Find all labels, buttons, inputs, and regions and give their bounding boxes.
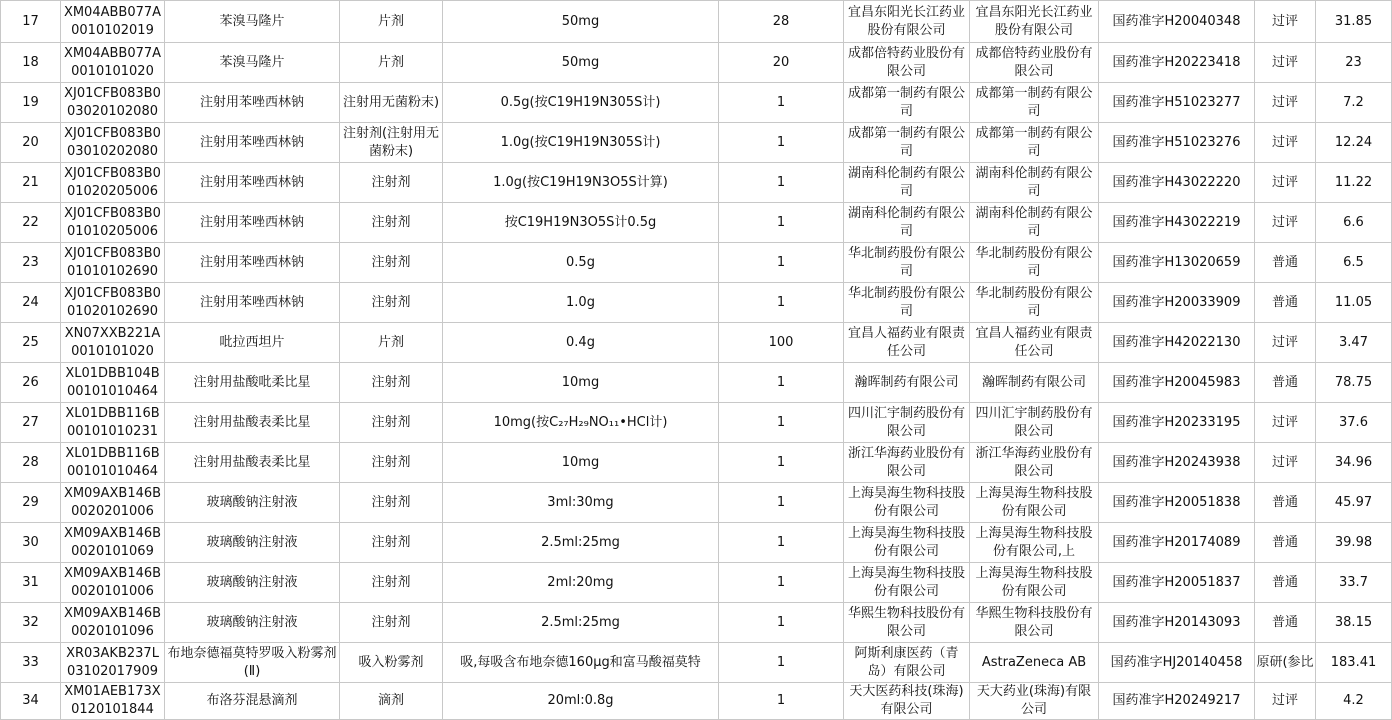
cell-manufacturer: 宜昌人福药业有限责任公司: [970, 323, 1099, 363]
table-row: [1, 243, 1392, 283]
cell-drug-code: XJ01CFB083B001010205006: [61, 203, 165, 243]
table-row: [1, 403, 1392, 443]
cell-dosage-form: 注射剂: [340, 283, 443, 323]
cell-drug-code: XJ01CFB083B003010202080: [61, 123, 165, 163]
cell-specification: 按C19H19N3O5S计0.5g: [443, 203, 719, 243]
cell-manufacturer: 瀚晖制药有限公司: [970, 363, 1099, 403]
cell-manufacturer: 天大药业(珠海)有限公司: [970, 683, 1099, 720]
cell-price: 33.7: [1316, 563, 1392, 603]
cell-dosage-form: 注射用无菌粉末): [340, 83, 443, 123]
table-row: [1, 83, 1392, 123]
cell-drug-code: XL01DBB116B00101010464: [61, 443, 165, 483]
cell-specification: 0.4g: [443, 323, 719, 363]
cell-drug-name: 布洛芬混悬滴剂: [165, 683, 340, 720]
table-row: [1, 643, 1392, 683]
cell-price: 6.6: [1316, 203, 1392, 243]
cell-row-number: 24: [1, 283, 61, 323]
cell-approval-number: 国药准字H20033909: [1099, 283, 1255, 323]
cell-specification: 吸,每吸含布地奈德160μg和富马酸福莫特: [443, 643, 719, 683]
cell-package-quantity: 1: [719, 283, 844, 323]
cell-drug-name: 玻璃酸钠注射液: [165, 483, 340, 523]
cell-approval-number: 国药准字H20223418: [1099, 43, 1255, 83]
cell-manufacturer: 上海昊海生物科技股份有限公司: [970, 563, 1099, 603]
cell-manufacturer: 浙江华海药业股份有限公司: [970, 443, 1099, 483]
cell-dosage-form: 片剂: [340, 43, 443, 83]
table-row: [1, 283, 1392, 323]
cell-dosage-form: 滴剂: [340, 683, 443, 720]
cell-manufacturer: 华熙生物科技股份有限公司: [970, 603, 1099, 643]
cell-row-number: 23: [1, 243, 61, 283]
cell-drug-name: 注射用盐酸吡柔比星: [165, 363, 340, 403]
cell-drug-name: 玻璃酸钠注射液: [165, 523, 340, 563]
cell-drug-name: 注射用苯唑西林钠: [165, 283, 340, 323]
cell-drug-name: 苯溴马隆片: [165, 43, 340, 83]
cell-approval-number: 国药准字H20249217: [1099, 683, 1255, 720]
cell-approval-number: 国药准字H43022219: [1099, 203, 1255, 243]
cell-price: 34.96: [1316, 443, 1392, 483]
cell-row-number: 32: [1, 603, 61, 643]
cell-drug-code: XR03AKB237L03102017909: [61, 643, 165, 683]
cell-drug-code: XM09AXB146B0020201006: [61, 483, 165, 523]
cell-approval-number: 国药准字H20040348: [1099, 1, 1255, 43]
cell-manufacturer: 成都第一制药有限公司: [970, 83, 1099, 123]
cell-drug-code: XJ01CFB083B001020205006: [61, 163, 165, 203]
cell-drug-name: 布地奈德福莫特罗吸入粉雾剂(Ⅱ): [165, 643, 340, 683]
cell-drug-code: XJ01CFB083B001020102690: [61, 283, 165, 323]
cell-quality-level: 普通: [1255, 523, 1316, 563]
cell-row-number: 18: [1, 43, 61, 83]
cell-dosage-form: 注射剂: [340, 163, 443, 203]
cell-price: 12.24: [1316, 123, 1392, 163]
cell-dosage-form: 注射剂: [340, 403, 443, 443]
cell-approval-number: 国药准字H20243938: [1099, 443, 1255, 483]
cell-quality-level: 普通: [1255, 563, 1316, 603]
cell-dosage-form: 注射剂: [340, 483, 443, 523]
cell-package-quantity: 28: [719, 1, 844, 43]
cell-approval-number: 国药准字H20045983: [1099, 363, 1255, 403]
cell-quality-level: 过评: [1255, 163, 1316, 203]
cell-approval-number: 国药准字H20143093: [1099, 603, 1255, 643]
cell-price: 31.85: [1316, 1, 1392, 43]
cell-license-holder: 华北制药股份有限公司: [844, 283, 970, 323]
cell-specification: 2.5ml:25mg: [443, 603, 719, 643]
cell-price: 6.5: [1316, 243, 1392, 283]
cell-price: 4.2: [1316, 683, 1392, 720]
cell-approval-number: 国药准字H13020659: [1099, 243, 1255, 283]
cell-drug-code: XM01AEB173X0120101844: [61, 683, 165, 720]
table-row: [1, 163, 1392, 203]
cell-row-number: 34: [1, 683, 61, 720]
cell-manufacturer: 上海昊海生物科技股份有限公司: [970, 483, 1099, 523]
cell-drug-name: 吡拉西坦片: [165, 323, 340, 363]
cell-package-quantity: 1: [719, 443, 844, 483]
cell-quality-level: 原研(参比: [1255, 643, 1316, 683]
cell-package-quantity: 1: [719, 523, 844, 563]
cell-quality-level: 过评: [1255, 323, 1316, 363]
cell-drug-name: 注射用苯唑西林钠: [165, 203, 340, 243]
cell-dosage-form: 注射剂: [340, 363, 443, 403]
cell-package-quantity: 1: [719, 363, 844, 403]
cell-quality-level: 普通: [1255, 603, 1316, 643]
cell-specification: 50mg: [443, 43, 719, 83]
cell-package-quantity: 1: [719, 683, 844, 720]
cell-license-holder: 天大医药科技(珠海)有限公司: [844, 683, 970, 720]
cell-price: 11.05: [1316, 283, 1392, 323]
cell-license-holder: 湖南科伦制药有限公司: [844, 163, 970, 203]
cell-package-quantity: 1: [719, 163, 844, 203]
cell-manufacturer: 湖南科伦制药有限公司: [970, 163, 1099, 203]
cell-manufacturer: 湖南科伦制药有限公司: [970, 203, 1099, 243]
cell-dosage-form: 吸入粉雾剂: [340, 643, 443, 683]
cell-license-holder: 成都第一制药有限公司: [844, 83, 970, 123]
cell-quality-level: 过评: [1255, 203, 1316, 243]
cell-dosage-form: 注射剂: [340, 563, 443, 603]
cell-manufacturer: 成都倍特药业股份有限公司: [970, 43, 1099, 83]
cell-license-holder: 华熙生物科技股份有限公司: [844, 603, 970, 643]
cell-manufacturer: AstraZeneca AB: [970, 643, 1099, 683]
table-row: [1, 443, 1392, 483]
table-row: [1, 323, 1392, 363]
cell-drug-code: XM09AXB146B0020101006: [61, 563, 165, 603]
cell-license-holder: 上海昊海生物科技股份有限公司: [844, 523, 970, 563]
cell-license-holder: 阿斯利康医药（青岛）有限公司: [844, 643, 970, 683]
table-body: [1, 1, 1392, 720]
cell-drug-code: XL01DBB116B00101010231: [61, 403, 165, 443]
cell-specification: 2ml:20mg: [443, 563, 719, 603]
cell-quality-level: 过评: [1255, 683, 1316, 720]
cell-specification: 10mg: [443, 443, 719, 483]
cell-manufacturer: 上海昊海生物科技股份有限公司,上: [970, 523, 1099, 563]
cell-drug-name: 注射用苯唑西林钠: [165, 243, 340, 283]
cell-package-quantity: 1: [719, 243, 844, 283]
cell-price: 38.15: [1316, 603, 1392, 643]
cell-price: 39.98: [1316, 523, 1392, 563]
cell-row-number: 22: [1, 203, 61, 243]
cell-specification: 1.0g: [443, 283, 719, 323]
cell-price: 45.97: [1316, 483, 1392, 523]
cell-manufacturer: 四川汇宇制药股份有限公司: [970, 403, 1099, 443]
cell-specification: 50mg: [443, 1, 719, 43]
cell-license-holder: 瀚晖制药有限公司: [844, 363, 970, 403]
cell-dosage-form: 注射剂: [340, 443, 443, 483]
cell-drug-code: XM09AXB146B0020101069: [61, 523, 165, 563]
cell-dosage-form: 注射剂(注射用无菌粉末): [340, 123, 443, 163]
cell-license-holder: 宜昌人福药业有限责任公司: [844, 323, 970, 363]
cell-quality-level: 普通: [1255, 283, 1316, 323]
cell-dosage-form: 注射剂: [340, 243, 443, 283]
cell-row-number: 19: [1, 83, 61, 123]
cell-license-holder: 上海昊海生物科技股份有限公司: [844, 483, 970, 523]
cell-quality-level: 普通: [1255, 243, 1316, 283]
cell-package-quantity: 1: [719, 603, 844, 643]
cell-drug-code: XL01DBB104B00101010464: [61, 363, 165, 403]
cell-drug-code: XJ01CFB083B003020102080: [61, 83, 165, 123]
table-row: [1, 483, 1392, 523]
cell-price: 183.41: [1316, 643, 1392, 683]
cell-drug-code: XM04ABB077A0010101020: [61, 43, 165, 83]
cell-approval-number: 国药准字HJ20140458: [1099, 643, 1255, 683]
table-row: [1, 43, 1392, 83]
cell-row-number: 21: [1, 163, 61, 203]
cell-license-holder: 浙江华海药业股份有限公司: [844, 443, 970, 483]
cell-dosage-form: 片剂: [340, 1, 443, 43]
cell-drug-name: 注射用苯唑西林钠: [165, 123, 340, 163]
cell-drug-name: 注射用盐酸表柔比星: [165, 443, 340, 483]
cell-price: 78.75: [1316, 363, 1392, 403]
cell-license-holder: 宜昌东阳光长江药业股份有限公司: [844, 1, 970, 43]
cell-quality-level: 过评: [1255, 83, 1316, 123]
cell-specification: 0.5g: [443, 243, 719, 283]
cell-dosage-form: 片剂: [340, 323, 443, 363]
table-row: [1, 203, 1392, 243]
table-row: [1, 603, 1392, 643]
cell-quality-level: 过评: [1255, 443, 1316, 483]
cell-quality-level: 过评: [1255, 403, 1316, 443]
cell-approval-number: 国药准字H51023277: [1099, 83, 1255, 123]
cell-price: 3.47: [1316, 323, 1392, 363]
cell-license-holder: 上海昊海生物科技股份有限公司: [844, 563, 970, 603]
cell-drug-name: 注射用盐酸表柔比星: [165, 403, 340, 443]
cell-dosage-form: 注射剂: [340, 523, 443, 563]
cell-row-number: 28: [1, 443, 61, 483]
cell-drug-code: XJ01CFB083B001010102690: [61, 243, 165, 283]
cell-price: 7.2: [1316, 83, 1392, 123]
cell-package-quantity: 100: [719, 323, 844, 363]
cell-drug-name: 玻璃酸钠注射液: [165, 603, 340, 643]
cell-row-number: 29: [1, 483, 61, 523]
cell-row-number: 26: [1, 363, 61, 403]
cell-package-quantity: 1: [719, 403, 844, 443]
cell-drug-code: XM09AXB146B0020101096: [61, 603, 165, 643]
cell-package-quantity: 1: [719, 563, 844, 603]
cell-dosage-form: 注射剂: [340, 603, 443, 643]
cell-row-number: 27: [1, 403, 61, 443]
cell-specification: 3ml:30mg: [443, 483, 719, 523]
cell-price: 37.6: [1316, 403, 1392, 443]
cell-quality-level: 过评: [1255, 1, 1316, 43]
cell-specification: 1.0g(按C19H19N305S计): [443, 123, 719, 163]
cell-specification: 10mg: [443, 363, 719, 403]
cell-specification: 2.5ml:25mg: [443, 523, 719, 563]
cell-manufacturer: 华北制药股份有限公司: [970, 243, 1099, 283]
cell-package-quantity: 1: [719, 83, 844, 123]
cell-drug-name: 注射用苯唑西林钠: [165, 163, 340, 203]
cell-package-quantity: 1: [719, 643, 844, 683]
cell-license-holder: 湖南科伦制药有限公司: [844, 203, 970, 243]
cell-quality-level: 过评: [1255, 123, 1316, 163]
cell-quality-level: 普通: [1255, 483, 1316, 523]
cell-specification: 1.0g(按C19H19N3O5S计算): [443, 163, 719, 203]
cell-approval-number: 国药准字H20233195: [1099, 403, 1255, 443]
cell-drug-code: XM04ABB077A0010102019: [61, 1, 165, 43]
cell-specification: 10mg(按C₂₇H₂₉NO₁₁•HCl计): [443, 403, 719, 443]
cell-dosage-form: 注射剂: [340, 203, 443, 243]
cell-drug-name: 苯溴马隆片: [165, 1, 340, 43]
cell-quality-level: 普通: [1255, 363, 1316, 403]
table-row: [1, 563, 1392, 603]
cell-row-number: 33: [1, 643, 61, 683]
cell-price: 11.22: [1316, 163, 1392, 203]
table-row: [1, 1, 1392, 43]
cell-license-holder: 四川汇宇制药股份有限公司: [844, 403, 970, 443]
cell-row-number: 20: [1, 123, 61, 163]
cell-license-holder: 成都倍特药业股份有限公司: [844, 43, 970, 83]
cell-package-quantity: 1: [719, 483, 844, 523]
cell-drug-name: 注射用苯唑西林钠: [165, 83, 340, 123]
cell-approval-number: 国药准字H20051838: [1099, 483, 1255, 523]
cell-row-number: 30: [1, 523, 61, 563]
cell-quality-level: 过评: [1255, 43, 1316, 83]
cell-price: 23: [1316, 43, 1392, 83]
cell-approval-number: 国药准字H20174089: [1099, 523, 1255, 563]
cell-drug-name: 玻璃酸钠注射液: [165, 563, 340, 603]
cell-specification: 20ml:0.8g: [443, 683, 719, 720]
cell-drug-code: XN07XXB221A0010101020: [61, 323, 165, 363]
cell-specification: 0.5g(按C19H19N305S计): [443, 83, 719, 123]
cell-approval-number: 国药准字H51023276: [1099, 123, 1255, 163]
cell-license-holder: 成都第一制药有限公司: [844, 123, 970, 163]
cell-approval-number: 国药准字H43022220: [1099, 163, 1255, 203]
cell-manufacturer: 宜昌东阳光长江药业股份有限公司: [970, 1, 1099, 43]
cell-row-number: 17: [1, 1, 61, 43]
cell-package-quantity: 1: [719, 203, 844, 243]
cell-package-quantity: 1: [719, 123, 844, 163]
table-row: [1, 363, 1392, 403]
cell-row-number: 31: [1, 563, 61, 603]
cell-manufacturer: 成都第一制药有限公司: [970, 123, 1099, 163]
cell-row-number: 25: [1, 323, 61, 363]
cell-manufacturer: 华北制药股份有限公司: [970, 283, 1099, 323]
table-row: [1, 683, 1392, 720]
cell-approval-number: 国药准字H42022130: [1099, 323, 1255, 363]
table-row: [1, 523, 1392, 563]
cell-license-holder: 华北制药股份有限公司: [844, 243, 970, 283]
cell-package-quantity: 20: [719, 43, 844, 83]
table-row: [1, 123, 1392, 163]
cell-approval-number: 国药准字H20051837: [1099, 563, 1255, 603]
